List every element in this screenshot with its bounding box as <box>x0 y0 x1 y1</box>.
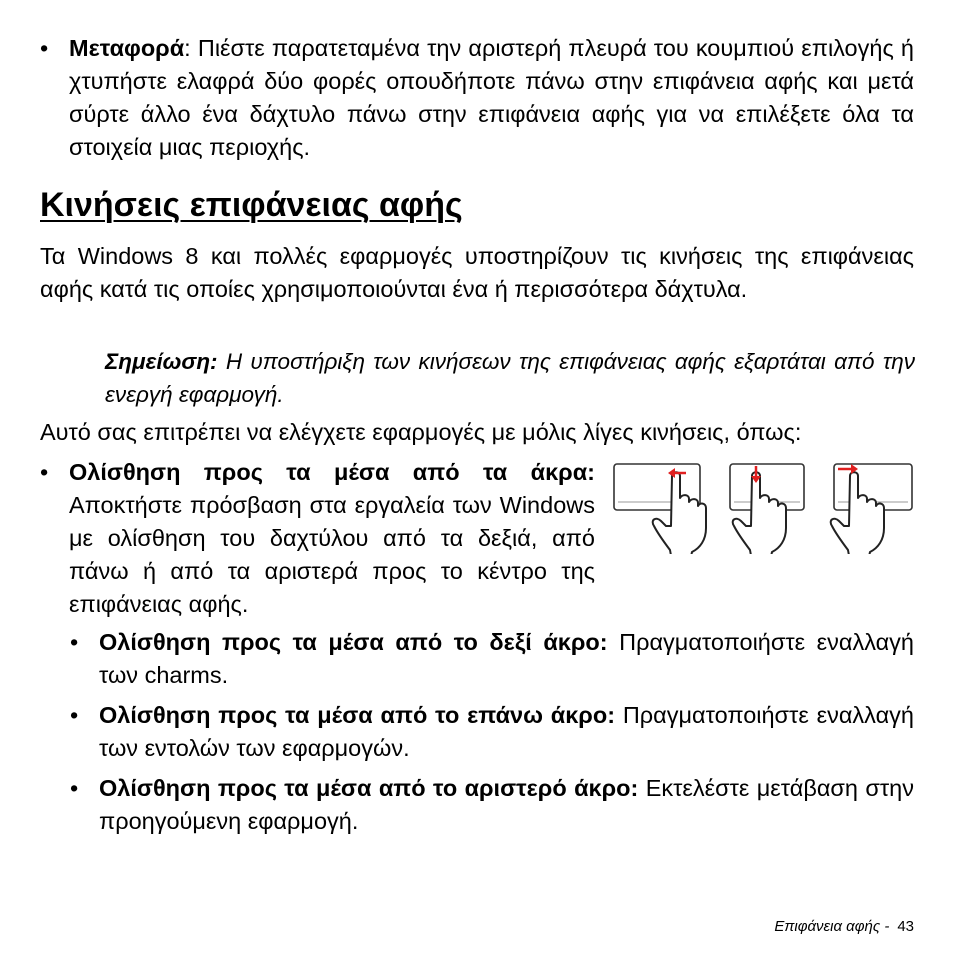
sub-item-top-edge <box>70 699 914 765</box>
sub-item-right-edge <box>70 626 914 692</box>
swipe-from-left-icon <box>831 464 912 554</box>
bullet-dot: • <box>70 702 79 728</box>
allow-paragraph: Αυτό σας επιτρέπει να ελέγχετε εφαρμογές με μόλις λίγες κινήσεις, όπως: <box>40 419 802 445</box>
sub-item-text: Πραγματοποιήστε εναλλαγή των charms. <box>99 629 914 688</box>
swipe-from-right-icon <box>614 464 706 554</box>
section-heading: Κινήσεις επιφάνειας αφής <box>40 186 463 224</box>
note-paragraph <box>105 345 915 411</box>
bullet-dot: • <box>70 629 79 655</box>
sub-item-term: Ολίσθηση προς τα μέσα από το αριστερό άκρο: <box>99 775 639 801</box>
bullet-dot: • <box>40 35 49 61</box>
sub-item-text: Εκτελέστε μετάβαση στην προηγούμενη εφαρμογή. <box>99 775 914 834</box>
sub-item-paragraph <box>99 699 914 765</box>
sub-item-text: Πραγματοποιήστε εναλλαγή των εντολών των εφαρμογών. <box>99 702 914 761</box>
edge-swipe-paragraph <box>69 456 595 621</box>
page-footer <box>774 918 914 935</box>
page-number: 43 <box>897 918 914 935</box>
intro-paragraph: Τα Windows 8 και πολλές εφαρμογές υποστηρίζουν τις κινήσεις της επιφάνειας αφής κατά τις οποίες χρησιμοποιούνται ένα ή περισσότερα δάχτυλα. <box>40 243 914 302</box>
sub-item-term: Ολίσθηση προς τα μέσα από το επάνω άκρο: <box>99 702 616 728</box>
bullet-dot: • <box>40 459 49 485</box>
sub-item-paragraph <box>99 626 914 692</box>
edge-swipe-text: Αποκτήστε πρόσβαση στα εργαλεία των Windows με ολίσθηση του δαχτύλου από τα δεξιά, από πάνω ή από τα αριστερά προς το κέντρο της επιφάνειας αφής. <box>69 492 595 617</box>
metafora-text: : Πιέστε παρατεταμένα την αριστερή πλευρά του κουμπιού επιλογής ή χτυπήστε ελαφρά δύο φορές οπουδήποτε πάνω στην επιφάνεια αφής και μετά σύρτε άλλο ένα δάχτυλο πάνω στην επιφάνεια αφής για να επιλέξετε όλα τα στοιχεία μιας περιοχής. <box>69 35 914 160</box>
metafora-paragraph <box>69 32 914 164</box>
swipe-from-top-icon <box>730 464 804 554</box>
metafora-term: Μεταφορά <box>69 35 185 61</box>
sub-item-term: Ολίσθηση προς τα μέσα από το δεξί άκρο: <box>99 629 608 655</box>
sub-item-left-edge <box>70 772 914 838</box>
sub-item-paragraph <box>99 772 914 838</box>
note-label: Σημείωση: <box>105 349 218 374</box>
edge-swipe-term: Ολίσθηση προς τα μέσα από τα άκρα: <box>69 459 595 485</box>
footer-section: Επιφάνεια αφής - <box>774 918 890 935</box>
note-text: Η υποστήριξη των κινήσεων της επιφάνειας αφής εξαρτάται από την ενεργή εφαρμογή. <box>105 349 915 407</box>
bullet-dot: • <box>70 775 79 801</box>
bullet-metafora <box>40 32 914 164</box>
gesture-illustrations <box>612 462 914 554</box>
bullet-edge-swipe <box>40 456 595 621</box>
